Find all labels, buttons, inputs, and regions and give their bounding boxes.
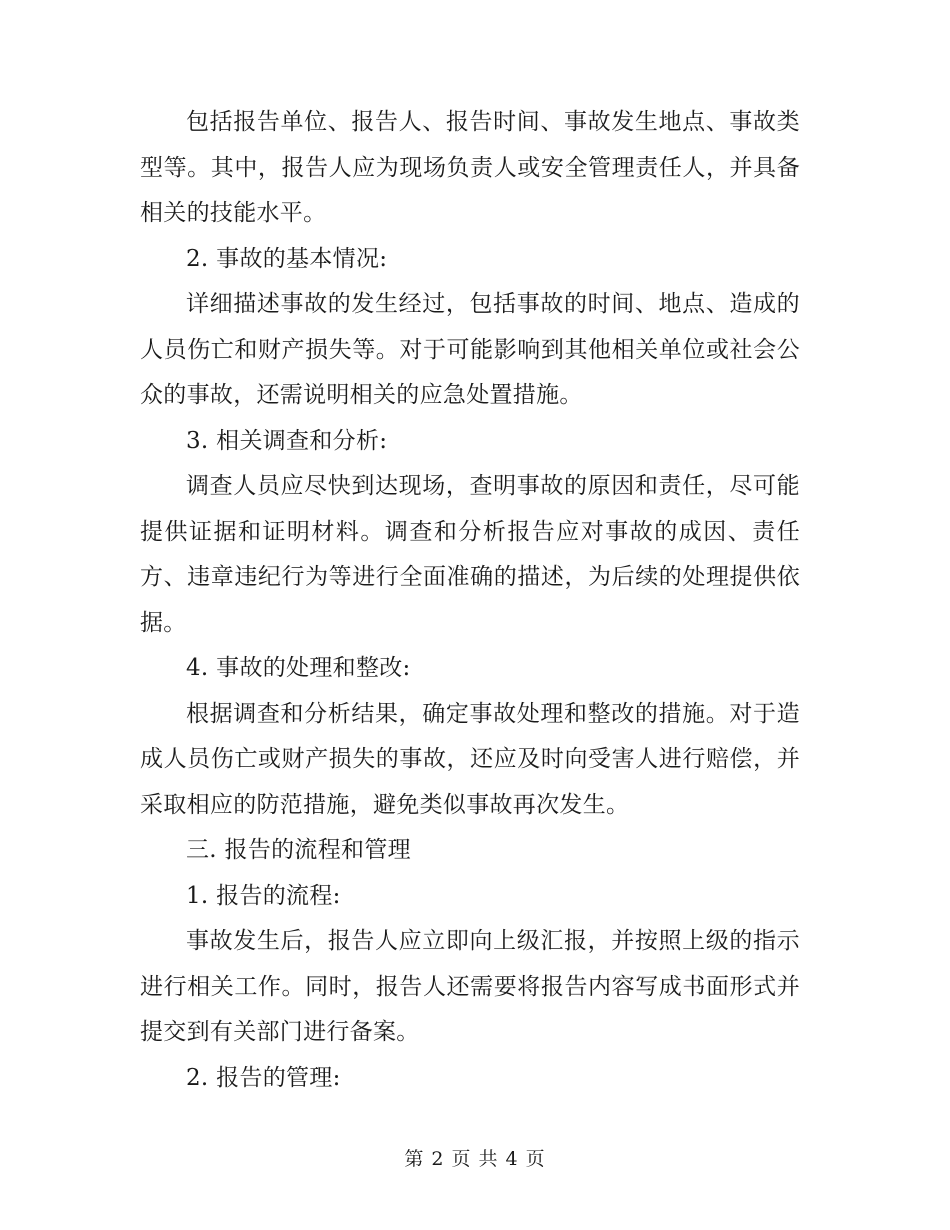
paragraph-basic-situation: 详细描述事故的发生经过，包括事故的时间、地点、造成的人员伤亡和财产损失等。对于可能影响到其他相关单位或社会公众的事故，还需说明相关的应急处置措施。 bbox=[140, 291, 800, 408]
heading-basic-situation: 2. 事故的基本情况: bbox=[186, 245, 388, 272]
paragraph-investigation: 调查人员应尽快到达现场，查明事故的原因和责任，尽可能提供证据和证明材料。调查和分析报告应对事故的成因、责任方、违章违纪行为等进行全面准确的描述，为后续的处理提供依据。 bbox=[140, 473, 800, 636]
heading-report-process: 1. 报告的流程: bbox=[186, 882, 341, 909]
heading-report-management: 2. 报告的管理: bbox=[186, 1064, 341, 1091]
document-body bbox=[140, 100, 800, 1101]
heading-investigation: 3. 相关调查和分析: bbox=[186, 427, 388, 454]
page-footer: 第 2 页 共 4 页 bbox=[404, 1148, 546, 1170]
paragraph-report-contents: 包括报告单位、报告人、报告时间、事故发生地点、事故类型等。其中，报告人应为现场负责人或安全管理责任人，并具备相关的技能水平。 bbox=[140, 109, 800, 226]
paragraph-handling: 根据调查和分析结果，确定事故处理和整改的措施。对于造成人员伤亡或财产损失的事故，还应及时向受害人进行赔偿，并采取相应的防范措施，避免类似事故再次发生。 bbox=[140, 700, 800, 818]
section-heading-process: 三. 报告的流程和管理 bbox=[186, 837, 411, 863]
heading-handling: 4. 事故的处理和整改: bbox=[186, 655, 411, 681]
paragraph-report-process: 事故发生后，报告人应立即向上级汇报，并按照上级的指示进行相关工作。同时，报告人还需要将报告内容写成书面形式并提交到有关部门进行备案。 bbox=[140, 928, 800, 1045]
